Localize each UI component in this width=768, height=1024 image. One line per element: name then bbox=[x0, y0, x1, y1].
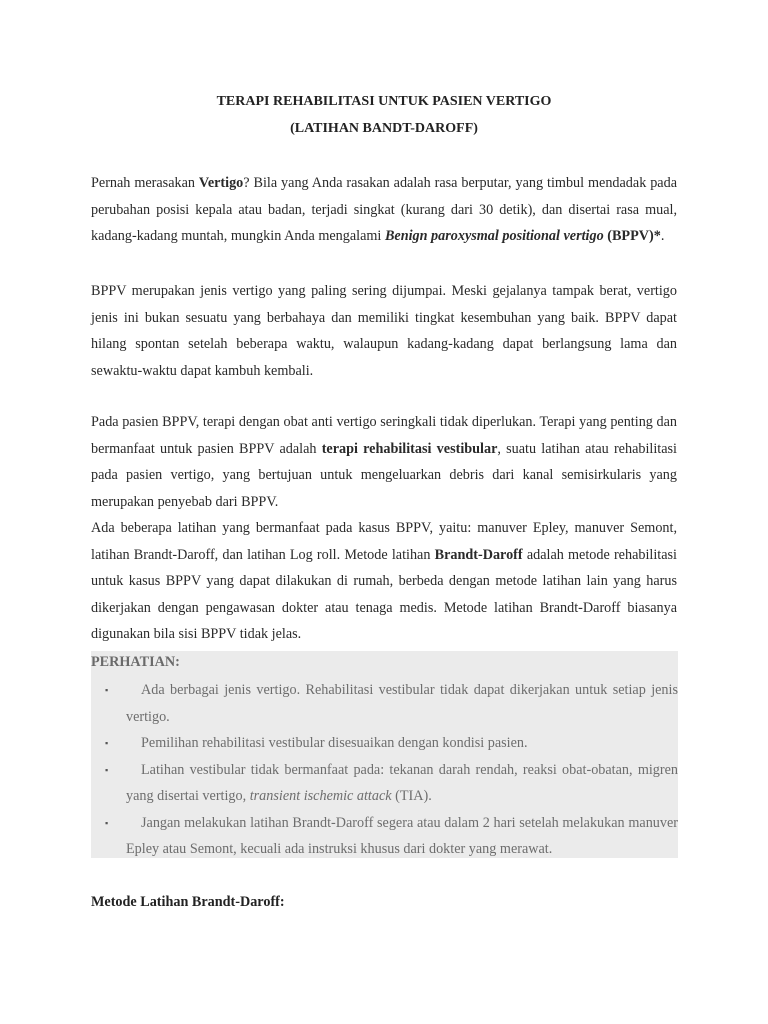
text-run: ? Bila yang Anda rasakan adalah rasa berputar, yang timbul mendadak pada perubahan posisi kepala atau badan, terjadi singkat (kurang dari 30 detik), dan disertai rasa mual, kadang-kadang muntah, mungkin Anda mengalami bbox=[91, 175, 677, 244]
list-item-text: Jangan melakukan latihan Brandt-Daroff segera atau dalam 2 hari setelah melakukan manuver Epley atau Semont, kecuali ada instruksi khusus dari dokter yang merawat. bbox=[126, 814, 678, 857]
text-run: Latihan vestibular tidak bermanfaat pada: tekanan darah rendah, reaksi obat-obatan, migren yang disertai vertigo, bbox=[126, 761, 678, 804]
text-run: Pernah merasakan bbox=[91, 175, 199, 191]
text-run: (TIA). bbox=[391, 788, 432, 804]
text-bold-italic: Benign paroxysmal positional vertigo bbox=[384, 228, 604, 244]
paragraph-exercises bbox=[91, 515, 677, 648]
bullet-icon: ▪ bbox=[105, 764, 109, 775]
page-subtitle: (LATIHAN BANDT-DAROFF) bbox=[290, 121, 478, 136]
list-item bbox=[91, 677, 678, 730]
text-bold: Vertigo bbox=[198, 175, 244, 191]
text-italic: transient ischemic attack bbox=[249, 788, 392, 804]
text-run: Pada pasien BPPV, terapi dengan obat anti vertigo seringkali tidak diperlukan. Terapi yang penting dan bermanfaat untuk pasien BPPV adalah bbox=[91, 414, 677, 457]
page-title: TERAPI REHABILITASI UNTUK PASIEN VERTIGO bbox=[216, 94, 552, 109]
notice-box bbox=[91, 651, 678, 858]
list-item-text bbox=[126, 757, 678, 810]
paragraph-text: BPPV merupakan jenis vertigo yang paling sering dijumpai. Meski gejalanya tampak berat, vertigo jenis ini bukan sesuatu yang berbahaya dan memiliki tingkat kesembuhan yang baik. BPPV dapat hilang spontan setelah beberapa waktu, walaupun kadang-kadang dapat berlangsung lama dan sewaktu-waktu dapat kambuh kembali. bbox=[91, 283, 677, 379]
bullet-icon: ▪ bbox=[105, 738, 109, 748]
section-heading: Metode Latihan Brandt-Daroff: bbox=[91, 894, 285, 910]
list-item bbox=[91, 730, 678, 757]
bullet-icon: ▪ bbox=[105, 817, 109, 828]
list-item bbox=[91, 810, 678, 863]
text-bold: Brandt-Daroff bbox=[434, 546, 523, 563]
list-item bbox=[91, 757, 678, 810]
notice-list bbox=[91, 677, 678, 863]
text-run: , suatu latihan atau rehabilitasi pada pasien vertigo, yang bertujuan untuk mengeluarkan debris dari kanal semisirkularis yang merupakan penyebab dari BPPV. bbox=[91, 440, 677, 510]
notice-title: PERHATIAN: bbox=[91, 654, 180, 670]
list-item-text: Ada berbagai jenis vertigo. Rehabilitasi vestibular tidak dapat dikerjakan untuk setiap jenis vertigo. bbox=[126, 682, 678, 725]
list-item-text: Pemilihan rehabilitasi vestibular disesuaikan dengan kondisi pasien. bbox=[141, 735, 528, 751]
text-run: adalah metode rehabilitasi untuk kasus BPPV yang dapat dilakukan di rumah, berbeda dengan metode latihan lain yang harus dikerjakan dengan pengawasan dokter atau tenaga medis. Metode latihan Brandt-Daroff biasanya digunakan bila sisi BPPV tidak jelas. bbox=[91, 546, 677, 642]
text-bold: (BPPV)* bbox=[603, 228, 661, 244]
text-run: Ada beberapa latihan yang bermanfaat pada kasus BPPV, yaitu: manuver Epley, manuver Semont, latihan Brandt-Daroff, dan latihan Log roll. Metode latihan bbox=[91, 520, 677, 563]
bullet-icon: ▪ bbox=[105, 685, 109, 695]
text-bold: terapi rehabilitasi vestibular bbox=[321, 440, 498, 457]
paragraph-therapy bbox=[91, 409, 677, 515]
text-run: . bbox=[660, 228, 665, 244]
paragraph-intro bbox=[91, 170, 677, 250]
paragraph-bppv bbox=[91, 278, 677, 384]
